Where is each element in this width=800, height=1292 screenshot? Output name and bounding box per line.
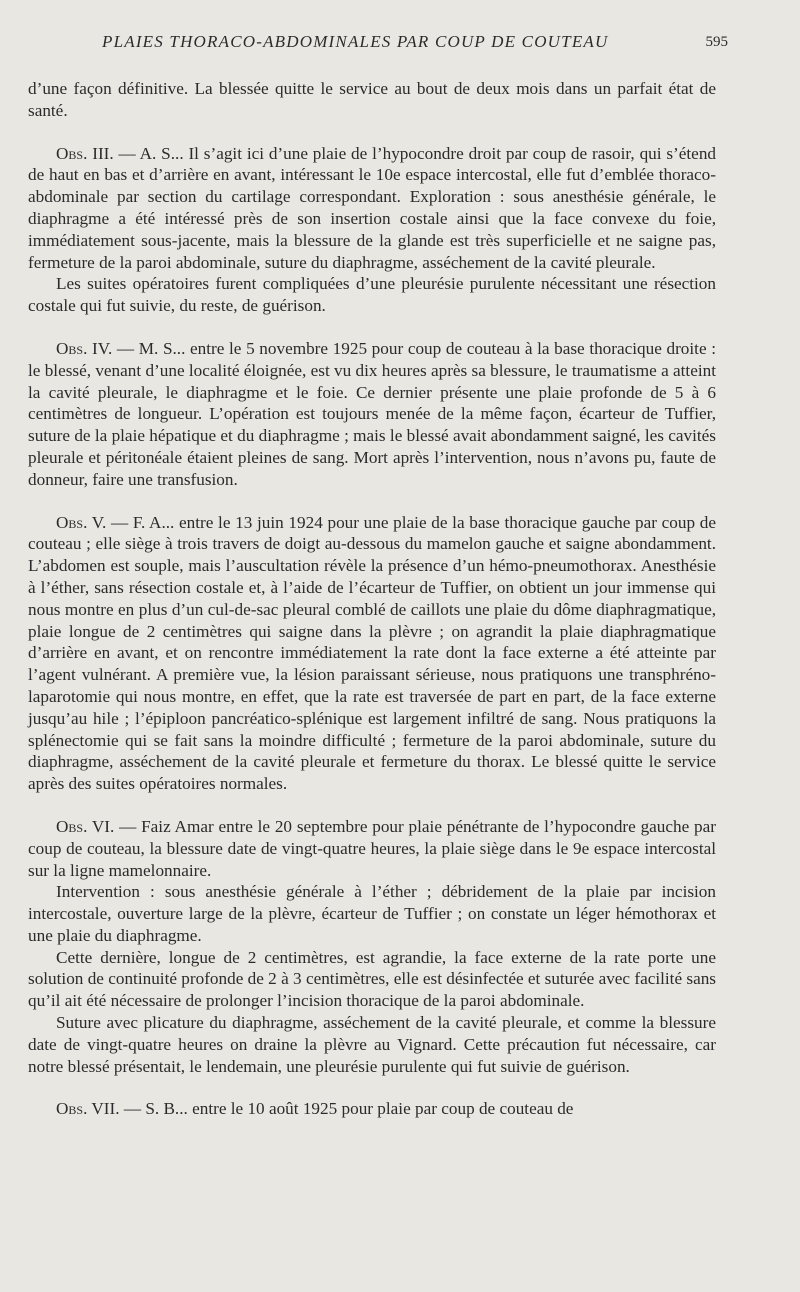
paragraph-text: — Faiz Amar entre le 20 septembre pour plaie pénétrante de l’hypocondre gauche par coup de couteau, la blessure date de vingt-quatre heures, la plaie siège dans le 9e espace intercostal sur la ligne mamelonnaire. [28,816,716,880]
paragraph-text: Les suites opératoires furent compliquées d’une pleurésie purulente nécessitant une résection costale qui fut suivie, du reste, de guérison. [28,274,716,316]
observation-label: Obs. IV. [56,338,113,358]
observation-label: Obs. III. [56,143,114,163]
paragraph [28,1012,716,1077]
paragraph [28,273,716,317]
paragraph-text: d’une façon définitive. La blessée quitte le service au bout de deux mois dans un parfait état de santé. [28,79,716,120]
paragraph-text: — F. A... entre le 13 juin 1924 pour une plaie de la base thoracique gauche par coup de couteau ; elle siège à trois travers de doigt au-dessous du mamelon gauche et saigne abondamment. L’abdomen est souple, mais l’auscultation révèle la présence d’un hémo-pneumothorax. Anesthésie à l’éther, sans résection costale et, à l’aide de l’écarteur de Tuffier, on obtient un jour immense qui nous montre en plus d’un cul-de-sac pleural comblé de caillots une plaie du dôme diaphragmatique, plaie longue de 2 centimètres qui saigne dans la plèvre ; on agrandit la plaie diaphragmatique d’arrière en avant, et on rencontre immédiatement la rate dont la face externe a été atteinte par l’agent vulnérant. A première vue, la lésion paraissant sérieuse, nous pratiquons une transphréno-laparotomie qui nous montre, en effet, que la rate est traversée de part en part, de la face externe jusqu’au hile ; l’épiploon pancréatico-splénique est largement infiltré de sang. Nous pratiquons la splénectomie qui se fait sans la moindre difficulté ; fermeture de la paroi abdominale, suture du diaphragme, asséchement de la cavité pleurale et fermeture du thorax. Le blessé quitte le service après des suites opératoires normales. [28,512,716,794]
paragraph [28,1098,716,1120]
observation-label: Obs. V. [56,512,107,532]
paragraph [28,338,716,491]
paragraph-text: — S. B... entre le 10 août 1925 pour plaie par coup de couteau de [119,1099,574,1119]
observation-label: Obs. VI. [56,816,115,836]
paragraph-text: — A. S... Il s’agit ici d’une plaie de l’hypocondre droit par coup de rasoir, qui s’étend de haut en bas et d’arrière en avant, intéressant le 10e espace intercostal, elle fut d’emblée thoraco-abdominale par section du cartilage correspondant. Exploration : sous anesthésie générale, le diaphragme a été intéressé près de son insertion costale ainsi que la face convexe du foie, immédiatement sous-jacente, mais la blessure de la glande est très superficielle et ne saigne pas, fermeture de la paroi abdominale, suture du diaphragme, asséchement de la cavité pleurale. [28,143,717,272]
body-text [28,78,716,1120]
observation-label: Obs. VII. [56,1099,120,1119]
paragraph-text: Suture avec plicature du diaphragme, asséchement de la cavité pleurale, et comme la blessure date de vingt-quatre heures on draine la plèvre au Vignard. Cette précaution fut nécessaire, car notre blessé présentait, le lendemain, une pleurésie purulente qui fut suivie de guérison. [28,1013,716,1076]
paragraph [28,947,716,1012]
page-number: 595 [705,34,728,50]
paragraph-text: Intervention : sous anesthésie générale à l’éther ; débridement de la plaie par incision intercostale, ouverture large de la plèvre, écarteur de Tuffier ; on constate un léger hémothorax et une plaie du diaphragme. [28,882,716,945]
page-header [28,30,728,54]
paragraph-text: Cette dernière, longue de 2 centimètres, est agrandie, la face externe de la rate porte une solution de continuité profonde de 2 à 3 centimètres, elle est désinfectée et suturée avec facilité sans qu’il ait été nécessaire de prolonger l’incision thoracique de la paroi abdominale. [28,947,716,1011]
paragraph [28,512,716,795]
paragraph-text: — M. S... entre le 5 novembre 1925 pour coup de couteau à la base thoracique droite : le blessé, venant d’une localité éloignée, est vu dix heures après sa blessure, le traumatisme a atteint la cavité pleurale, le diaphragme et le foie. Ce dernier présente une plaie profonde de 5 à 6 centimètres de longueur. L’opération est toujours menée de la même façon, écarteur de Tuffier, suture de la plaie hépatique et du diaphragme ; mais le blessé avait abondamment saigné, les cavités pleurale et péritonéale étaient pleines de sang. Mort après l’intervention, nous n’avons pu, faute de donneur, faire une transfusion. [28,338,716,489]
paragraph [28,881,716,946]
paragraph [28,816,716,881]
running-title: PLAIES THORACO-ABDOMINALES PAR COUP DE COUTEAU [102,32,609,51]
paragraph [28,143,716,274]
paragraph [28,78,716,122]
